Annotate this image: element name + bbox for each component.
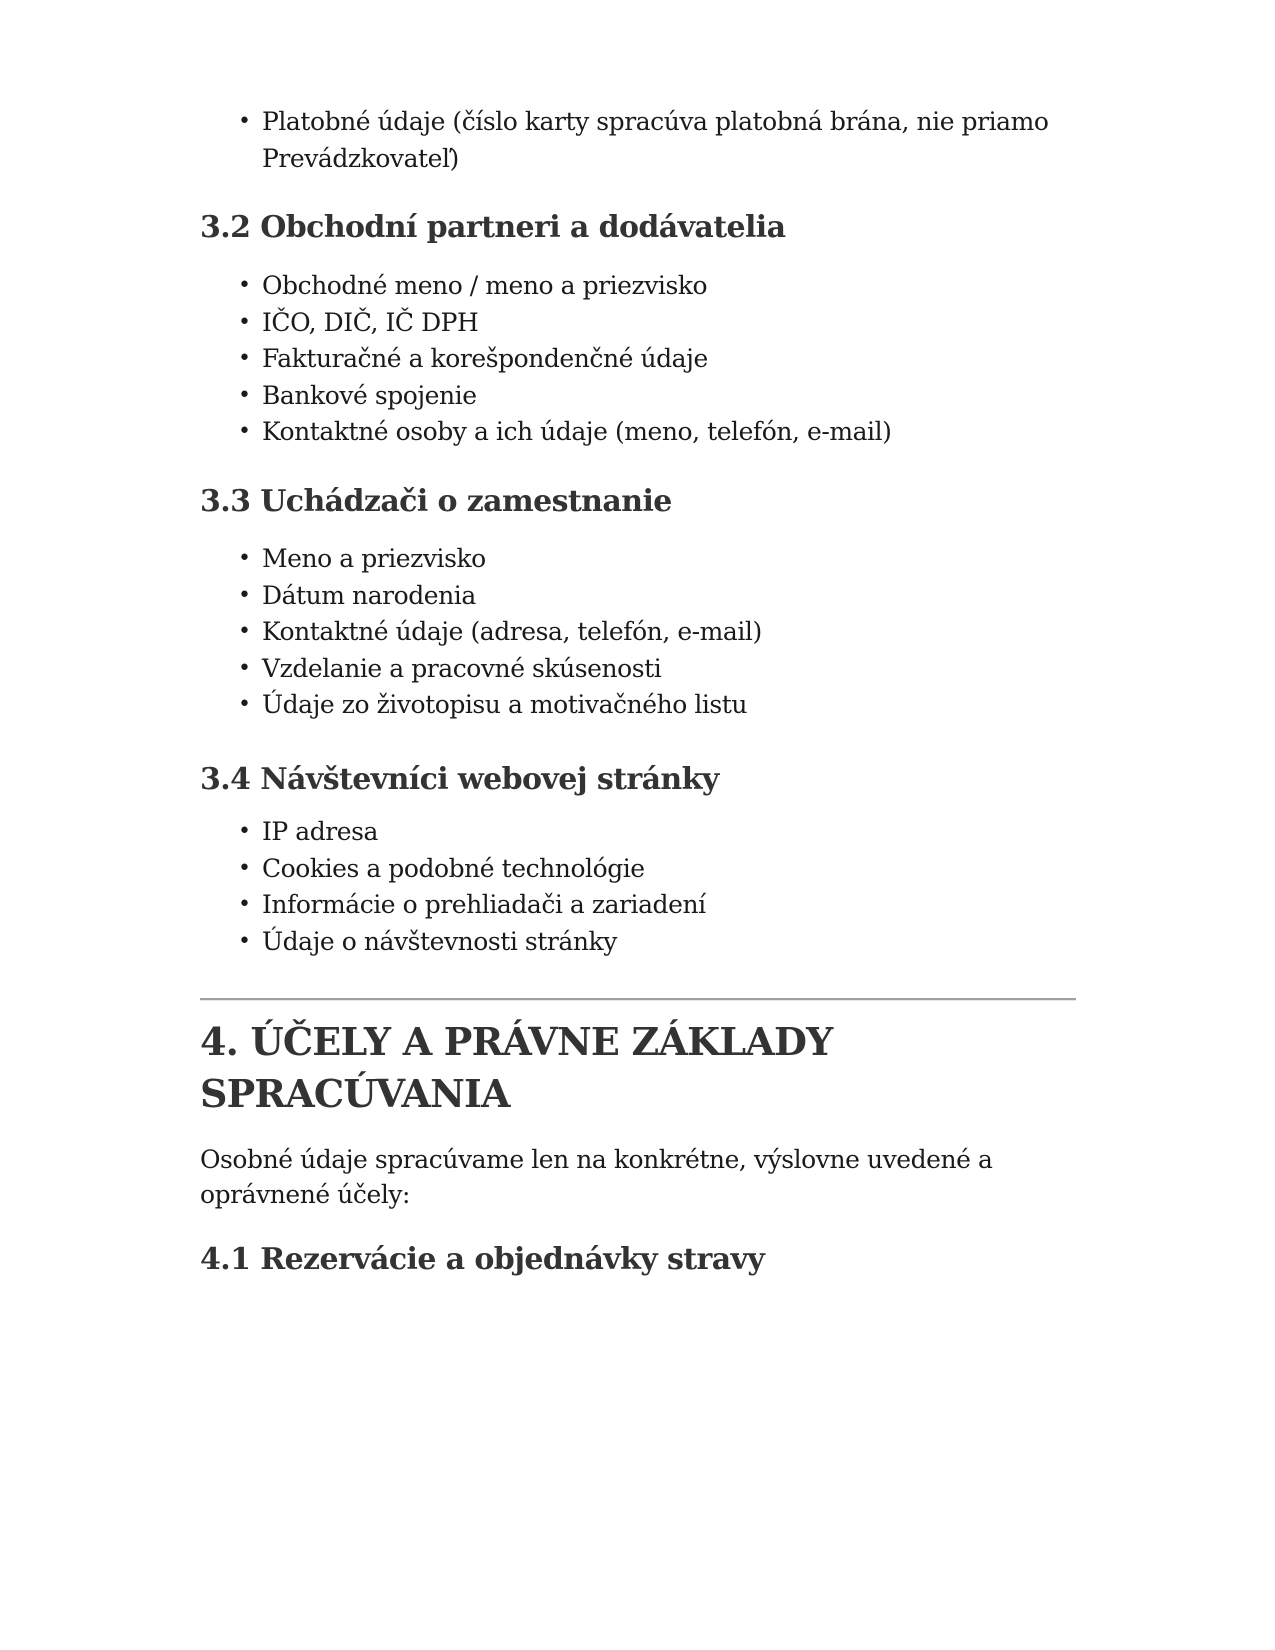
list-item bbox=[200, 851, 1076, 888]
bullet-icon: • bbox=[238, 855, 251, 881]
chapter-heading-line-1: 4. ÚČELY A PRÁVNE ZÁKLADY bbox=[200, 1019, 833, 1064]
bullet-icon: • bbox=[238, 382, 251, 408]
list-item-text: IP adresa bbox=[262, 817, 378, 846]
list-item bbox=[200, 414, 1076, 451]
chapter-heading-4 bbox=[200, 1016, 1076, 1120]
bullet-icon: • bbox=[238, 619, 251, 645]
section-heading-4-1: 4.1 Rezervácie a objednávky stravy bbox=[200, 1242, 765, 1277]
list-item-text: Dátum narodenia bbox=[262, 580, 476, 610]
bullet-icon: • bbox=[238, 273, 251, 298]
bullet-icon: • bbox=[238, 819, 251, 844]
bullet-icon: • bbox=[238, 346, 251, 372]
list-item bbox=[200, 341, 1076, 378]
section-heading-3-4: 3.4 Návštevníci webovej stránky bbox=[200, 762, 719, 797]
section-3-3-list bbox=[200, 541, 1076, 724]
list-item bbox=[200, 687, 1076, 724]
list-item bbox=[200, 887, 1076, 924]
chapter-heading-line-2: SPRACÚVANIA bbox=[200, 1071, 510, 1116]
list-item bbox=[200, 614, 1076, 651]
list-item-text: Kontaktné osoby a ich údaje (meno, telefón, e-mail) bbox=[262, 417, 892, 447]
section-3-4-list bbox=[200, 814, 1076, 960]
list-item bbox=[200, 578, 1076, 615]
list-item bbox=[200, 924, 1076, 961]
list-item-text: IČO, DIČ, IČ DPH bbox=[262, 307, 479, 337]
bullet-icon: • bbox=[238, 309, 251, 335]
bullet-icon: • bbox=[238, 546, 251, 571]
list-item-text: Fakturačné a korešpondenčné údaje bbox=[262, 344, 708, 374]
list-item-text: Informácie o prehliadači a zariadení bbox=[262, 890, 706, 920]
section-divider bbox=[200, 998, 1076, 1001]
continued-list bbox=[200, 104, 1076, 177]
section-heading-3-3: 3.3 Uchádzači o zamestnanie bbox=[200, 484, 672, 519]
list-item-text: Bankové spojenie bbox=[262, 380, 477, 410]
bullet-icon: • bbox=[238, 419, 251, 445]
section-3-2-list bbox=[200, 268, 1076, 451]
chapter-4-intro: Osobné údaje spracúvame len na konkrétne, výslovne uvedené a oprávnené účely: bbox=[200, 1145, 993, 1209]
list-item bbox=[200, 541, 1076, 578]
section-heading-3-2: 3.2 Obchodní partneri a dodávatelia bbox=[200, 210, 786, 245]
list-item bbox=[200, 378, 1076, 415]
bullet-icon: • bbox=[238, 692, 251, 718]
bullet-icon: • bbox=[238, 109, 251, 134]
list-item bbox=[200, 268, 1076, 305]
list-item-text: Platobné údaje (číslo karty spracúva platobná brána, nie priamo Prevádzkovateľ) bbox=[262, 107, 1049, 173]
list-item bbox=[200, 814, 1076, 851]
list-item-text: Meno a priezvisko bbox=[262, 544, 486, 573]
bullet-icon: • bbox=[238, 655, 251, 681]
list-item-text: Vzdelanie a pracovné skúsenosti bbox=[262, 653, 662, 683]
list-item-text: Kontaktné údaje (adresa, telefón, e-mail) bbox=[262, 617, 762, 647]
list-item-text: Údaje zo životopisu a motivačného listu bbox=[262, 690, 748, 720]
bullet-icon: • bbox=[238, 892, 251, 918]
list-item bbox=[200, 305, 1076, 342]
list-item bbox=[200, 651, 1076, 688]
bullet-icon: • bbox=[238, 582, 251, 608]
list-item-text: Obchodné meno / meno a priezvisko bbox=[262, 271, 708, 300]
list-item bbox=[200, 104, 1076, 177]
list-item-text: Cookies a podobné technológie bbox=[262, 853, 645, 883]
list-item-text: Údaje o návštevnosti stránky bbox=[262, 926, 617, 956]
bullet-icon: • bbox=[238, 928, 251, 954]
